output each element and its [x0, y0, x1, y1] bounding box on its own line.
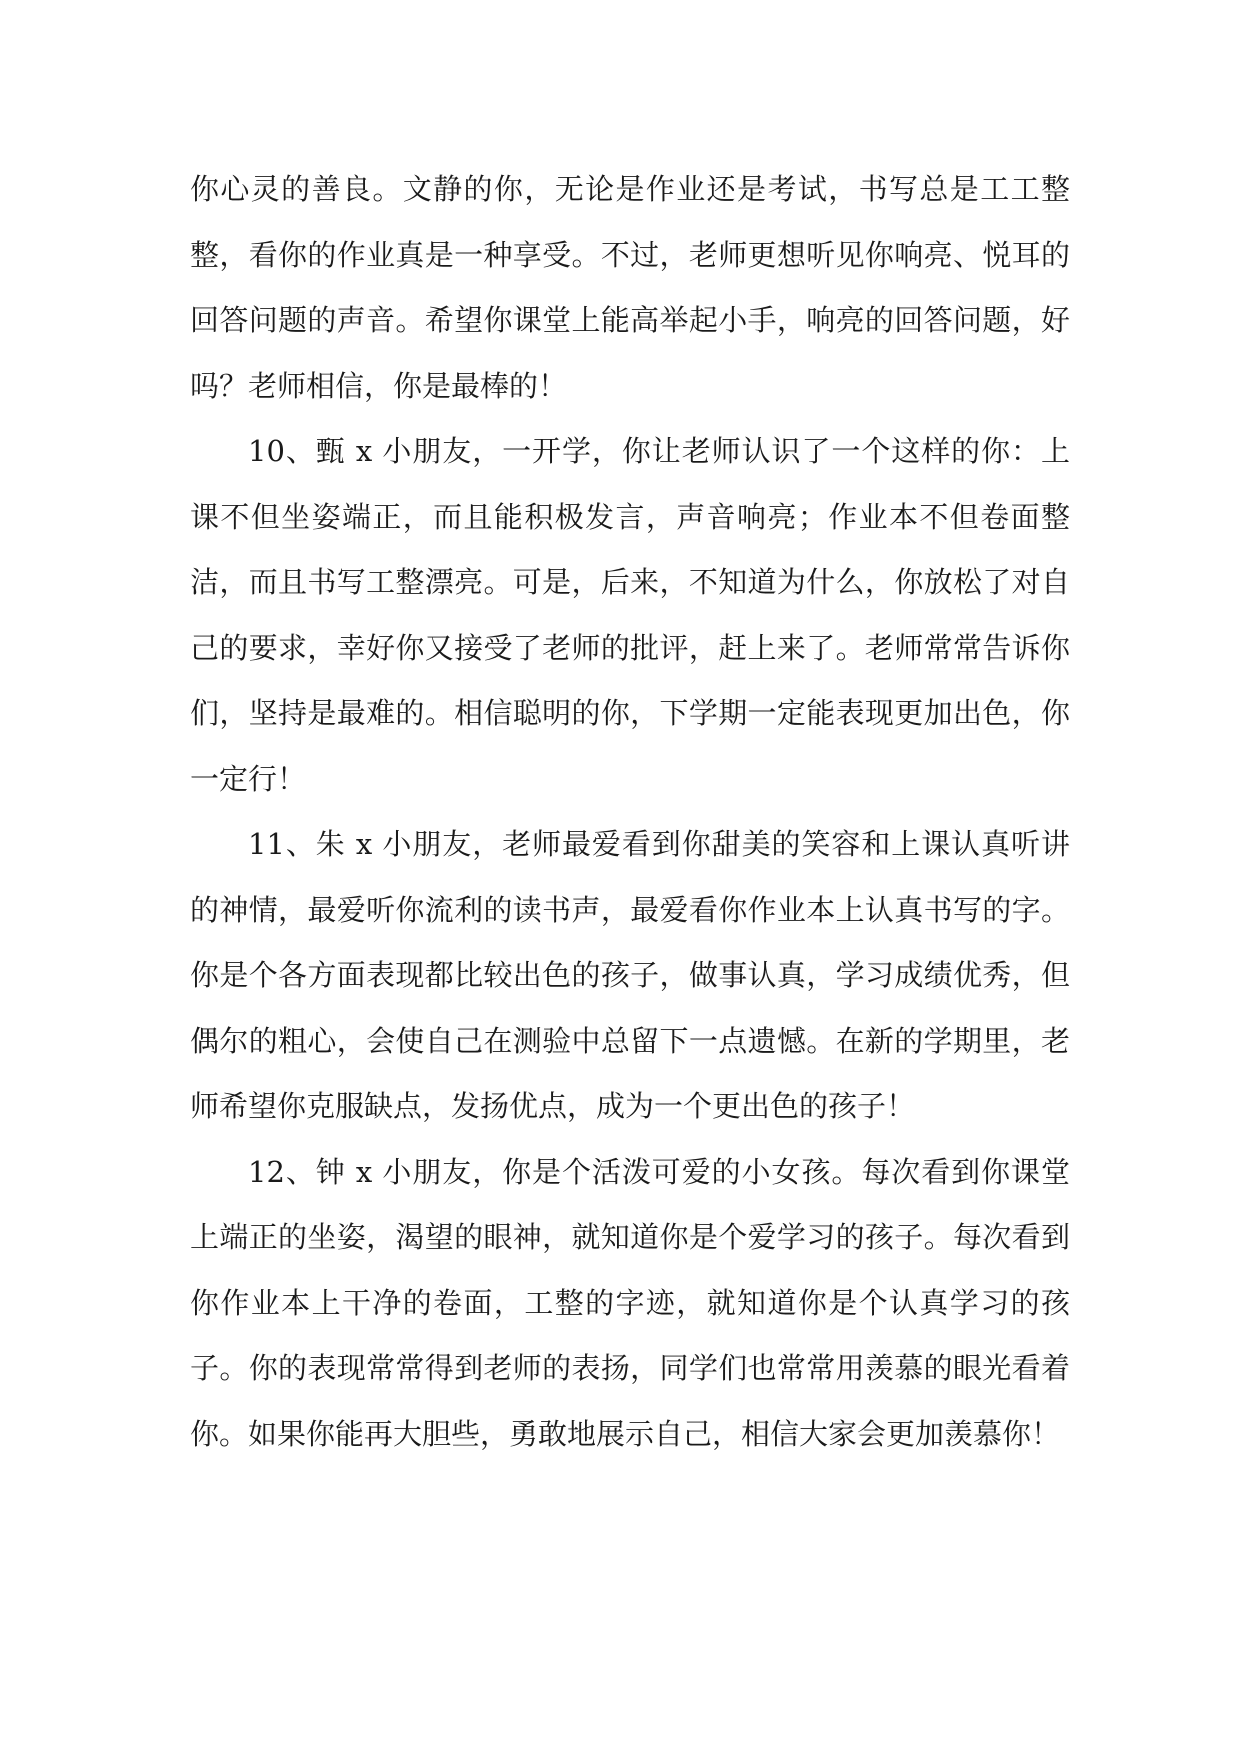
document-body	[190, 157, 1070, 1467]
paragraph-comment-12: 12、钟 x 小朋友，你是个活泼可爱的小女孩。每次看到你课堂上端正的坐姿，渴望的眼神，就知道你是个爱学习的孩子。每次看到你作业本上干净的卷面，工整的字迹，就知道你是个认真学习的孩子。你的表现常常得到老师的表扬，同学们也常常用羡慕的眼光看着你。如果你能再大胆些，勇敢地展示自己，相信大家会更加羡慕你！	[190, 1154, 1070, 1451]
paragraph-comment-11: 11、朱 x 小朋友，老师最爱看到你甜美的笑容和上课认真听讲的神情，最爱听你流利的读书声，最爱看你作业本上认真书写的字。你是个各方面表现都比较出色的孩子，做事认真，学习成绩优秀，但偶尔的粗心，会使自己在测验中总留下一点遗憾。在新的学期里，老师希望你克服缺点，发扬优点，成为一个更出色的孩子！	[190, 827, 1070, 1123]
paragraph-comment-10: 10、甄 x 小朋友，一开学，你让老师认识了一个这样的你：上课不但坐姿端正，而且能积极发言，声音响亮；作业本不但卷面整洁，而且书写工整漂亮。可是，后来，不知道为什么，你放松了对自己的要求，幸好你又接受了老师的批评，赶上来了。老师常常告诉你们，坚持是最难的。相信聪明的你，下学期一定能表现更加出色，你一定行！	[190, 434, 1070, 796]
paragraph-continuation: 你心灵的善良。文静的你，无论是作业还是考试，书写总是工工整整，看你的作业真是一种享受。不过，老师更想听见你响亮、悦耳的回答问题的声音。希望你课堂上能高举起小手，响亮的回答问题，好吗？老师相信，你是最棒的！	[190, 172, 1070, 403]
